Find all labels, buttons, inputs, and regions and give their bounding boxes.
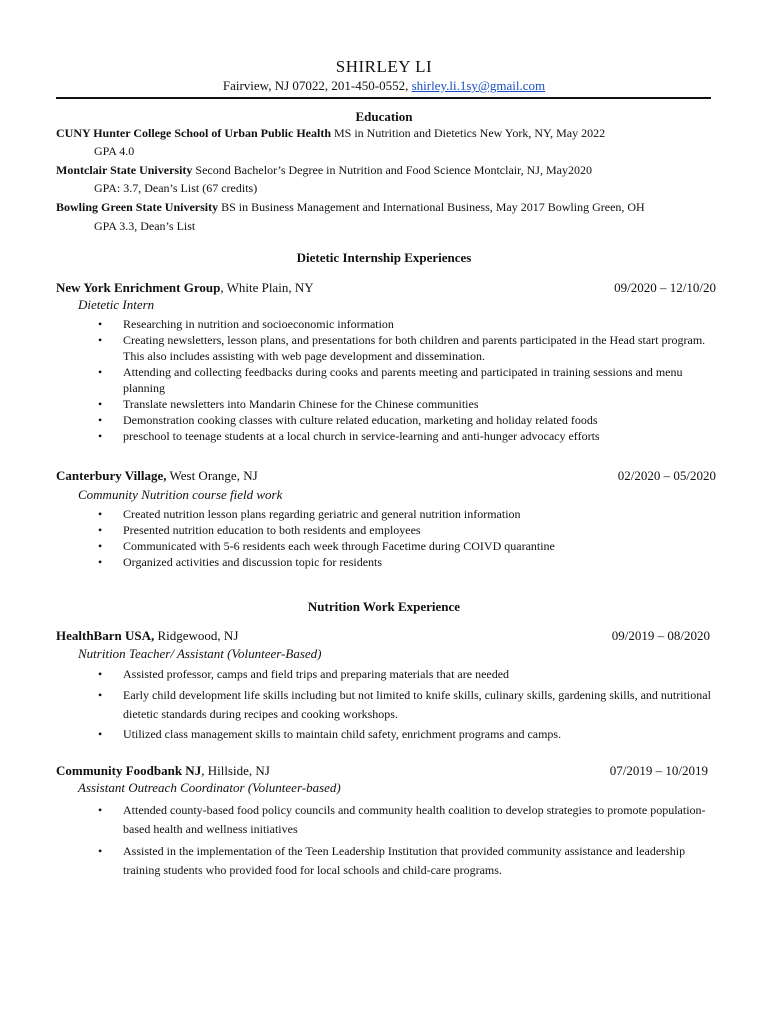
gpa-line: GPA 3.3, Dean’s List [94, 219, 196, 233]
list-item [98, 332, 718, 364]
org-location: Ridgewood, NJ [154, 628, 239, 643]
bullet-icon: • [98, 667, 103, 681]
org-location: , Hillside, NJ [201, 763, 270, 778]
internship-heading: Dietetic Internship Experiences [296, 250, 472, 265]
list-item [98, 396, 718, 412]
bullet-icon: • [98, 803, 103, 817]
bullet-text: Utilized class management skills to maintain child safety, enrichment programs and camps. [123, 727, 562, 741]
list-item [98, 316, 718, 332]
bullet-icon: • [98, 727, 103, 741]
contact-text: Fairview, NJ 07022, 201-450-0552, [222, 78, 412, 93]
header-divider [56, 97, 711, 99]
list-item [98, 842, 718, 880]
bullet-text: Demonstration cooking classes with culture related education, marketing and holiday related foods [123, 413, 598, 427]
bullet-text: Created nutrition lesson plans regarding geriatric and general nutrition information [123, 507, 521, 521]
degree-detail: MS in Nutrition and Dietetics New York, NY, May 2022 [331, 126, 606, 140]
list-item [98, 506, 718, 522]
bullet-text: Attended county-based food policy councils and community health coalition to develop strategies to promote population-based health and wellness initiatives [123, 803, 706, 836]
bullet-icon: • [98, 523, 103, 537]
job-header [56, 280, 716, 296]
candidate-name: SHIRLEY LI [335, 57, 433, 76]
bullet-icon: • [98, 507, 103, 521]
bullet-text: Organized activities and discussion topic for residents [123, 555, 383, 569]
education-entry [56, 163, 592, 178]
bullet-text: Assisted in the implementation of the Teen Leadership Institution that provided community assistance and leadership training students who provided food for local schools and child-care programs. [123, 844, 686, 877]
job-bullets [98, 666, 718, 742]
job-role: Community Nutrition course field work [78, 487, 283, 502]
list-item [98, 428, 718, 444]
org-name: Canterbury Village, [56, 468, 167, 483]
degree-detail: BS in Business Management and International Business, May 2017 Bowling Green, OH [218, 200, 645, 214]
degree-detail: Second Bachelor’s Degree in Nutrition and Food Science Montclair, NJ, May2020 [192, 163, 592, 177]
job-dates: 07/2019 – 10/2019 [609, 763, 708, 778]
bullet-text: preschool to teenage students at a local church in service-learning and anti-hunger advocacy efforts [123, 429, 600, 443]
org-name: HealthBarn USA, [56, 628, 155, 643]
list-item [98, 364, 718, 396]
bullet-text: Early child development life skills including but not limited to knife skills, culinary skills, gardening skills, and nutritional dietetic standards during recipes and cooking workshops. [123, 688, 711, 721]
bullet-text: Assisted professor, camps and field trips and preparing materials that are needed [123, 667, 510, 681]
education-heading: Education [355, 109, 413, 124]
job-dates: 09/2020 – 12/10/20 [614, 280, 716, 295]
list-item [98, 801, 718, 839]
list-item [98, 666, 718, 682]
job-header [56, 468, 716, 484]
job-role: Assistant Outreach Coordinator (Volunteer-based) [78, 780, 341, 795]
list-item [98, 412, 718, 428]
bullet-icon: • [98, 397, 103, 411]
job-bullets [98, 506, 718, 570]
bullet-icon: • [98, 555, 103, 569]
bullet-icon: • [98, 365, 103, 379]
school-name: CUNY Hunter College School of Urban Public Health [56, 126, 331, 140]
org-name: Community Foodbank NJ [56, 763, 202, 778]
bullet-icon: • [98, 844, 103, 858]
job-bullets [98, 801, 718, 880]
education-entry [56, 200, 645, 215]
bullet-icon: • [98, 429, 103, 443]
org-name: New York Enrichment Group [56, 280, 221, 295]
org-location: West Orange, NJ [166, 468, 258, 483]
list-item [98, 522, 718, 538]
org-location: , White Plain, NY [220, 280, 314, 295]
list-item [98, 538, 718, 554]
bullet-icon: • [98, 413, 103, 427]
email-link[interactable]: shirley.li.1sy@gmail.com [411, 78, 546, 93]
bullet-text: Researching in nutrition and socioeconomic information [123, 317, 394, 331]
bullet-text: Presented nutrition education to both residents and employees [123, 523, 421, 537]
gpa-line: GPA 4.0 [94, 144, 135, 158]
bullet-icon: • [98, 539, 103, 553]
list-item [98, 726, 718, 742]
bullet-text: Creating newsletters, lesson plans, and presentations for both children and parents participated in the Head start program. This also includes assisting with web page development and dissemination. [123, 333, 706, 363]
job-header [56, 628, 716, 644]
work-heading: Nutrition Work Experience [307, 599, 461, 614]
job-role: Dietetic Intern [78, 297, 155, 312]
list-item [98, 686, 718, 724]
bullet-icon: • [98, 333, 103, 347]
education-entry [56, 126, 605, 141]
bullet-icon: • [98, 688, 103, 702]
contact-line [0, 78, 768, 94]
gpa-line: GPA: 3.7, Dean’s List (67 credits) [94, 181, 258, 195]
job-bullets [98, 316, 718, 444]
job-dates: 09/2019 – 08/2020 [611, 628, 710, 643]
job-header [56, 763, 716, 779]
job-role: Nutrition Teacher/ Assistant (Volunteer-Based) [78, 646, 322, 661]
bullet-text: Attending and collecting feedbacks during cooks and parents meeting and participated in training sessions and menu planning [123, 365, 683, 395]
school-name: Montclair State University [56, 163, 193, 177]
bullet-text: Translate newsletters into Mandarin Chinese for the Chinese communities [123, 397, 479, 411]
list-item [98, 554, 718, 570]
school-name: Bowling Green State University [56, 200, 219, 214]
job-dates: 02/2020 – 05/2020 [617, 468, 716, 483]
bullet-text: Communicated with 5-6 residents each week through Facetime during COIVD quarantine [123, 539, 555, 553]
bullet-icon: • [98, 317, 103, 331]
